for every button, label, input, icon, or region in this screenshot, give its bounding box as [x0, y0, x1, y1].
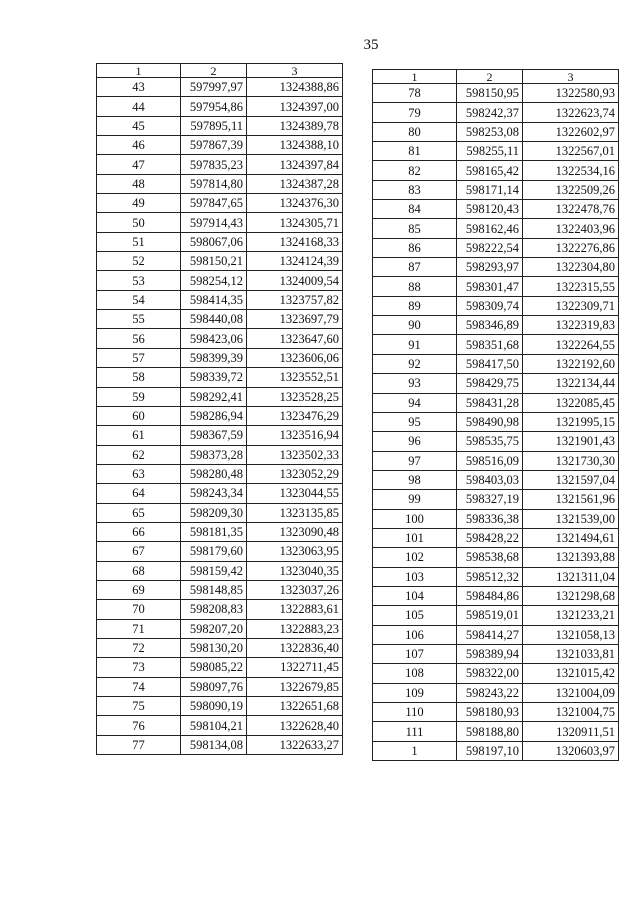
y-coordinate-cell: 1320603,97	[523, 741, 619, 760]
point-number-cell: 59	[97, 387, 181, 406]
point-number-cell: 95	[373, 412, 457, 431]
point-number-cell: 103	[373, 567, 457, 586]
x-coordinate-cell: 597954,86	[181, 97, 247, 116]
y-coordinate-cell: 1323090,48	[247, 522, 343, 541]
point-number-cell: 91	[373, 335, 457, 354]
point-number-cell: 105	[373, 606, 457, 625]
x-coordinate-cell: 598414,27	[457, 625, 523, 644]
y-coordinate-cell: 1323552,51	[247, 368, 343, 387]
point-number-cell: 87	[373, 258, 457, 277]
table-row	[373, 200, 619, 219]
y-coordinate-cell: 1321058,13	[523, 625, 619, 644]
point-number-cell: 111	[373, 722, 457, 741]
table-row	[97, 600, 343, 619]
point-number-cell: 56	[97, 329, 181, 348]
y-coordinate-cell: 1322085,45	[523, 393, 619, 412]
table-body-right	[373, 84, 619, 761]
y-coordinate-cell: 1321995,15	[523, 412, 619, 431]
table-row	[97, 677, 343, 696]
x-coordinate-cell: 598399,39	[181, 348, 247, 367]
y-coordinate-cell: 1322651,68	[247, 697, 343, 716]
table-row	[373, 586, 619, 605]
table-row	[373, 625, 619, 644]
y-coordinate-cell: 1324387,28	[247, 174, 343, 193]
point-number-cell: 70	[97, 600, 181, 619]
table-row	[373, 219, 619, 238]
y-coordinate-cell: 1323052,29	[247, 464, 343, 483]
y-coordinate-cell: 1322602,97	[523, 122, 619, 141]
y-coordinate-cell: 1322304,80	[523, 258, 619, 277]
y-coordinate-cell: 1321539,00	[523, 509, 619, 528]
point-number-cell: 92	[373, 354, 457, 373]
point-number-cell: 49	[97, 194, 181, 213]
x-coordinate-cell: 598179,60	[181, 542, 247, 561]
x-coordinate-cell: 598327,19	[457, 490, 523, 509]
x-coordinate-cell: 598181,35	[181, 522, 247, 541]
x-coordinate-cell: 598373,28	[181, 445, 247, 464]
x-coordinate-cell: 598535,75	[457, 432, 523, 451]
y-coordinate-cell: 1321730,30	[523, 451, 619, 470]
table-row	[97, 387, 343, 406]
y-coordinate-cell: 1323647,60	[247, 329, 343, 348]
x-coordinate-cell: 597895,11	[181, 116, 247, 135]
table-row	[97, 716, 343, 735]
table-row	[373, 412, 619, 431]
x-coordinate-cell: 598484,86	[457, 586, 523, 605]
y-coordinate-cell: 1322623,74	[523, 103, 619, 122]
point-number-cell: 94	[373, 393, 457, 412]
table-row	[373, 451, 619, 470]
table-row	[97, 348, 343, 367]
table-row	[373, 683, 619, 702]
x-coordinate-cell: 598150,95	[457, 84, 523, 103]
point-number-cell: 76	[97, 716, 181, 735]
x-coordinate-cell: 598243,22	[457, 683, 523, 702]
point-number-cell: 88	[373, 277, 457, 296]
table-row	[97, 464, 343, 483]
y-coordinate-cell: 1322711,45	[247, 658, 343, 677]
point-number-cell: 107	[373, 644, 457, 663]
point-number-cell: 109	[373, 683, 457, 702]
point-number-cell: 63	[97, 464, 181, 483]
point-number-cell: 106	[373, 625, 457, 644]
x-coordinate-cell: 597867,39	[181, 136, 247, 155]
y-coordinate-cell: 1320911,51	[523, 722, 619, 741]
y-coordinate-cell: 1321004,75	[523, 703, 619, 722]
x-coordinate-cell: 598222,54	[457, 238, 523, 257]
y-coordinate-cell: 1324397,84	[247, 155, 343, 174]
x-coordinate-cell: 598293,97	[457, 258, 523, 277]
x-coordinate-cell: 598255,11	[457, 142, 523, 161]
point-number-cell: 43	[97, 78, 181, 97]
y-coordinate-cell: 1321494,61	[523, 528, 619, 547]
y-coordinate-cell: 1321597,04	[523, 470, 619, 489]
table-row	[97, 116, 343, 135]
header-col-3: 3	[247, 64, 343, 78]
table-row	[373, 277, 619, 296]
x-coordinate-cell: 598280,48	[181, 464, 247, 483]
y-coordinate-cell: 1324389,78	[247, 116, 343, 135]
y-coordinate-cell: 1321015,42	[523, 664, 619, 683]
point-number-cell: 86	[373, 238, 457, 257]
y-coordinate-cell: 1321561,96	[523, 490, 619, 509]
point-number-cell: 85	[373, 219, 457, 238]
point-number-cell: 102	[373, 548, 457, 567]
table-row	[97, 290, 343, 309]
y-coordinate-cell: 1324388,86	[247, 78, 343, 97]
y-coordinate-cell: 1321298,68	[523, 586, 619, 605]
point-number-cell: 83	[373, 180, 457, 199]
table-row	[97, 78, 343, 97]
y-coordinate-cell: 1322264,55	[523, 335, 619, 354]
x-coordinate-cell: 598171,14	[457, 180, 523, 199]
x-coordinate-cell: 598162,46	[457, 219, 523, 238]
y-coordinate-cell: 1321233,21	[523, 606, 619, 625]
x-coordinate-cell: 598165,42	[457, 161, 523, 180]
table-header-row	[373, 70, 619, 84]
y-coordinate-cell: 1322478,76	[523, 200, 619, 219]
x-coordinate-cell: 598120,43	[457, 200, 523, 219]
x-coordinate-cell: 597997,97	[181, 78, 247, 97]
x-coordinate-cell: 598243,34	[181, 484, 247, 503]
table-row	[373, 567, 619, 586]
x-coordinate-cell: 597814,80	[181, 174, 247, 193]
table-row	[373, 84, 619, 103]
x-coordinate-cell: 598148,85	[181, 580, 247, 599]
x-coordinate-cell: 598242,37	[457, 103, 523, 122]
table-row	[373, 316, 619, 335]
table-row	[97, 638, 343, 657]
table-row	[373, 238, 619, 257]
y-coordinate-cell: 1323516,94	[247, 426, 343, 445]
table-row	[373, 741, 619, 760]
table-row	[373, 296, 619, 315]
table-row	[97, 503, 343, 522]
y-coordinate-cell: 1322134,44	[523, 374, 619, 393]
y-coordinate-cell: 1324168,33	[247, 232, 343, 251]
x-coordinate-cell: 598085,22	[181, 658, 247, 677]
table-row	[97, 735, 343, 754]
table-row	[373, 509, 619, 528]
point-number-cell: 58	[97, 368, 181, 387]
x-coordinate-cell: 598134,08	[181, 735, 247, 754]
point-number-cell: 57	[97, 348, 181, 367]
x-coordinate-cell: 598538,68	[457, 548, 523, 567]
table-row	[97, 561, 343, 580]
table-row	[97, 658, 343, 677]
point-number-cell: 99	[373, 490, 457, 509]
point-number-cell: 68	[97, 561, 181, 580]
y-coordinate-cell: 1322276,86	[523, 238, 619, 257]
x-coordinate-cell: 598301,47	[457, 277, 523, 296]
x-coordinate-cell: 598516,09	[457, 451, 523, 470]
table-row	[97, 271, 343, 290]
x-coordinate-cell: 598209,30	[181, 503, 247, 522]
point-number-cell: 81	[373, 142, 457, 161]
table-body-left	[97, 78, 343, 755]
y-coordinate-cell: 1322628,40	[247, 716, 343, 735]
table-row	[97, 522, 343, 541]
x-coordinate-cell: 598208,83	[181, 600, 247, 619]
x-coordinate-cell: 598428,22	[457, 528, 523, 547]
y-coordinate-cell: 1321901,43	[523, 432, 619, 451]
point-number-cell: 80	[373, 122, 457, 141]
point-number-cell: 60	[97, 406, 181, 425]
header-col-2: 2	[457, 70, 523, 84]
x-coordinate-cell: 598519,01	[457, 606, 523, 625]
y-coordinate-cell: 1324009,54	[247, 271, 343, 290]
point-number-cell: 72	[97, 638, 181, 657]
table-row	[373, 664, 619, 683]
table-row	[97, 232, 343, 251]
y-coordinate-cell: 1323037,26	[247, 580, 343, 599]
x-coordinate-cell: 598440,08	[181, 310, 247, 329]
point-number-cell: 54	[97, 290, 181, 309]
table-row	[97, 174, 343, 193]
x-coordinate-cell: 598309,74	[457, 296, 523, 315]
point-number-cell: 69	[97, 580, 181, 599]
table-row	[97, 484, 343, 503]
point-number-cell: 96	[373, 432, 457, 451]
table-row	[97, 445, 343, 464]
table-row	[373, 374, 619, 393]
point-number-cell: 100	[373, 509, 457, 528]
table-row	[373, 644, 619, 663]
y-coordinate-cell: 1321033,81	[523, 644, 619, 663]
x-coordinate-cell: 598512,32	[457, 567, 523, 586]
x-coordinate-cell: 597847,65	[181, 194, 247, 213]
x-coordinate-cell: 598423,06	[181, 329, 247, 348]
y-coordinate-cell: 1324376,30	[247, 194, 343, 213]
table-row	[373, 528, 619, 547]
x-coordinate-cell: 598150,21	[181, 252, 247, 271]
point-number-cell: 74	[97, 677, 181, 696]
table-row	[97, 136, 343, 155]
x-coordinate-cell: 598351,68	[457, 335, 523, 354]
point-number-cell: 82	[373, 161, 457, 180]
table-row	[373, 470, 619, 489]
table-row	[373, 103, 619, 122]
x-coordinate-cell: 598336,38	[457, 509, 523, 528]
y-coordinate-cell: 1322315,55	[523, 277, 619, 296]
y-coordinate-cell: 1323044,55	[247, 484, 343, 503]
table-row	[373, 122, 619, 141]
table-row	[373, 354, 619, 373]
point-number-cell: 84	[373, 200, 457, 219]
y-coordinate-cell: 1322633,27	[247, 735, 343, 754]
y-coordinate-cell: 1321004,09	[523, 683, 619, 702]
y-coordinate-cell: 1322567,01	[523, 142, 619, 161]
point-number-cell: 48	[97, 174, 181, 193]
table-row	[373, 258, 619, 277]
y-coordinate-cell: 1324124,39	[247, 252, 343, 271]
point-number-cell: 108	[373, 664, 457, 683]
table-row	[97, 252, 343, 271]
y-coordinate-cell: 1322580,93	[523, 84, 619, 103]
y-coordinate-cell: 1324305,71	[247, 213, 343, 232]
y-coordinate-cell: 1323476,29	[247, 406, 343, 425]
x-coordinate-cell: 598180,93	[457, 703, 523, 722]
table-row	[373, 490, 619, 509]
point-number-cell: 46	[97, 136, 181, 155]
y-coordinate-cell: 1322679,85	[247, 677, 343, 696]
table-row	[373, 161, 619, 180]
x-coordinate-cell: 598197,10	[457, 741, 523, 760]
point-number-cell: 73	[97, 658, 181, 677]
y-coordinate-cell: 1322883,61	[247, 600, 343, 619]
x-coordinate-cell: 597835,23	[181, 155, 247, 174]
coordinates-table-right	[372, 69, 619, 761]
y-coordinate-cell: 1323502,33	[247, 445, 343, 464]
table-row	[373, 335, 619, 354]
table-row	[97, 194, 343, 213]
y-coordinate-cell: 1322309,71	[523, 296, 619, 315]
x-coordinate-cell: 598339,72	[181, 368, 247, 387]
x-coordinate-cell: 598429,75	[457, 374, 523, 393]
point-number-cell: 77	[97, 735, 181, 754]
x-coordinate-cell: 598207,20	[181, 619, 247, 638]
y-coordinate-cell: 1323063,95	[247, 542, 343, 561]
point-number-cell: 61	[97, 426, 181, 445]
header-col-3: 3	[523, 70, 619, 84]
x-coordinate-cell: 598159,42	[181, 561, 247, 580]
x-coordinate-cell: 598403,03	[457, 470, 523, 489]
table-row	[97, 329, 343, 348]
point-number-cell: 67	[97, 542, 181, 561]
x-coordinate-cell: 598417,50	[457, 354, 523, 373]
table-row	[97, 406, 343, 425]
y-coordinate-cell: 1323040,35	[247, 561, 343, 580]
header-col-1: 1	[97, 64, 181, 78]
table-row	[373, 180, 619, 199]
y-coordinate-cell: 1323757,82	[247, 290, 343, 309]
y-coordinate-cell: 1323528,25	[247, 387, 343, 406]
point-number-cell: 101	[373, 528, 457, 547]
x-coordinate-cell: 598254,12	[181, 271, 247, 290]
point-number-cell: 66	[97, 522, 181, 541]
point-number-cell: 89	[373, 296, 457, 315]
point-number-cell: 64	[97, 484, 181, 503]
table-row	[373, 548, 619, 567]
point-number-cell: 47	[97, 155, 181, 174]
y-coordinate-cell: 1322534,16	[523, 161, 619, 180]
x-coordinate-cell: 598097,76	[181, 677, 247, 696]
x-coordinate-cell: 598389,94	[457, 644, 523, 663]
x-coordinate-cell: 598188,80	[457, 722, 523, 741]
point-number-cell: 44	[97, 97, 181, 116]
point-number-cell: 71	[97, 619, 181, 638]
point-number-cell: 98	[373, 470, 457, 489]
table-row	[373, 393, 619, 412]
table-row	[97, 580, 343, 599]
x-coordinate-cell: 598414,35	[181, 290, 247, 309]
y-coordinate-cell: 1322509,26	[523, 180, 619, 199]
point-number-cell: 55	[97, 310, 181, 329]
point-number-cell: 45	[97, 116, 181, 135]
y-coordinate-cell: 1322192,60	[523, 354, 619, 373]
header-col-1: 1	[373, 70, 457, 84]
table-row	[97, 426, 343, 445]
table-row	[97, 155, 343, 174]
point-number-cell: 52	[97, 252, 181, 271]
y-coordinate-cell: 1323606,06	[247, 348, 343, 367]
y-coordinate-cell: 1323697,79	[247, 310, 343, 329]
x-coordinate-cell: 598346,89	[457, 316, 523, 335]
y-coordinate-cell: 1322403,96	[523, 219, 619, 238]
point-number-cell: 79	[373, 103, 457, 122]
y-coordinate-cell: 1322836,40	[247, 638, 343, 657]
x-coordinate-cell: 598431,28	[457, 393, 523, 412]
point-number-cell: 90	[373, 316, 457, 335]
page-number: 35	[363, 37, 379, 53]
table-row	[97, 368, 343, 387]
point-number-cell: 75	[97, 697, 181, 716]
coordinates-table-left	[96, 63, 343, 755]
point-number-cell: 110	[373, 703, 457, 722]
point-number-cell: 1	[373, 741, 457, 760]
x-coordinate-cell: 598490,98	[457, 412, 523, 431]
x-coordinate-cell: 598130,20	[181, 638, 247, 657]
x-coordinate-cell: 598367,59	[181, 426, 247, 445]
y-coordinate-cell: 1321393,88	[523, 548, 619, 567]
point-number-cell: 51	[97, 232, 181, 251]
x-coordinate-cell: 598104,21	[181, 716, 247, 735]
table-header-row	[97, 64, 343, 78]
table-row	[97, 542, 343, 561]
x-coordinate-cell: 598292,41	[181, 387, 247, 406]
y-coordinate-cell: 1322319,83	[523, 316, 619, 335]
y-coordinate-cell: 1323135,85	[247, 503, 343, 522]
y-coordinate-cell: 1324397,00	[247, 97, 343, 116]
table-row	[97, 619, 343, 638]
x-coordinate-cell: 597914,43	[181, 213, 247, 232]
table-row	[373, 722, 619, 741]
x-coordinate-cell: 598286,94	[181, 406, 247, 425]
x-coordinate-cell: 598253,08	[457, 122, 523, 141]
y-coordinate-cell: 1321311,04	[523, 567, 619, 586]
point-number-cell: 65	[97, 503, 181, 522]
table-row	[97, 310, 343, 329]
point-number-cell: 104	[373, 586, 457, 605]
table-row	[373, 432, 619, 451]
point-number-cell: 97	[373, 451, 457, 470]
table-row	[97, 97, 343, 116]
y-coordinate-cell: 1322883,23	[247, 619, 343, 638]
point-number-cell: 53	[97, 271, 181, 290]
header-col-2: 2	[181, 64, 247, 78]
y-coordinate-cell: 1324388,10	[247, 136, 343, 155]
point-number-cell: 93	[373, 374, 457, 393]
table-row	[373, 703, 619, 722]
point-number-cell: 62	[97, 445, 181, 464]
point-number-cell: 78	[373, 84, 457, 103]
table-row	[373, 142, 619, 161]
table-row	[97, 213, 343, 232]
x-coordinate-cell: 598067,06	[181, 232, 247, 251]
table-row	[373, 606, 619, 625]
table-row	[97, 697, 343, 716]
x-coordinate-cell: 598322,00	[457, 664, 523, 683]
x-coordinate-cell: 598090,19	[181, 697, 247, 716]
point-number-cell: 50	[97, 213, 181, 232]
